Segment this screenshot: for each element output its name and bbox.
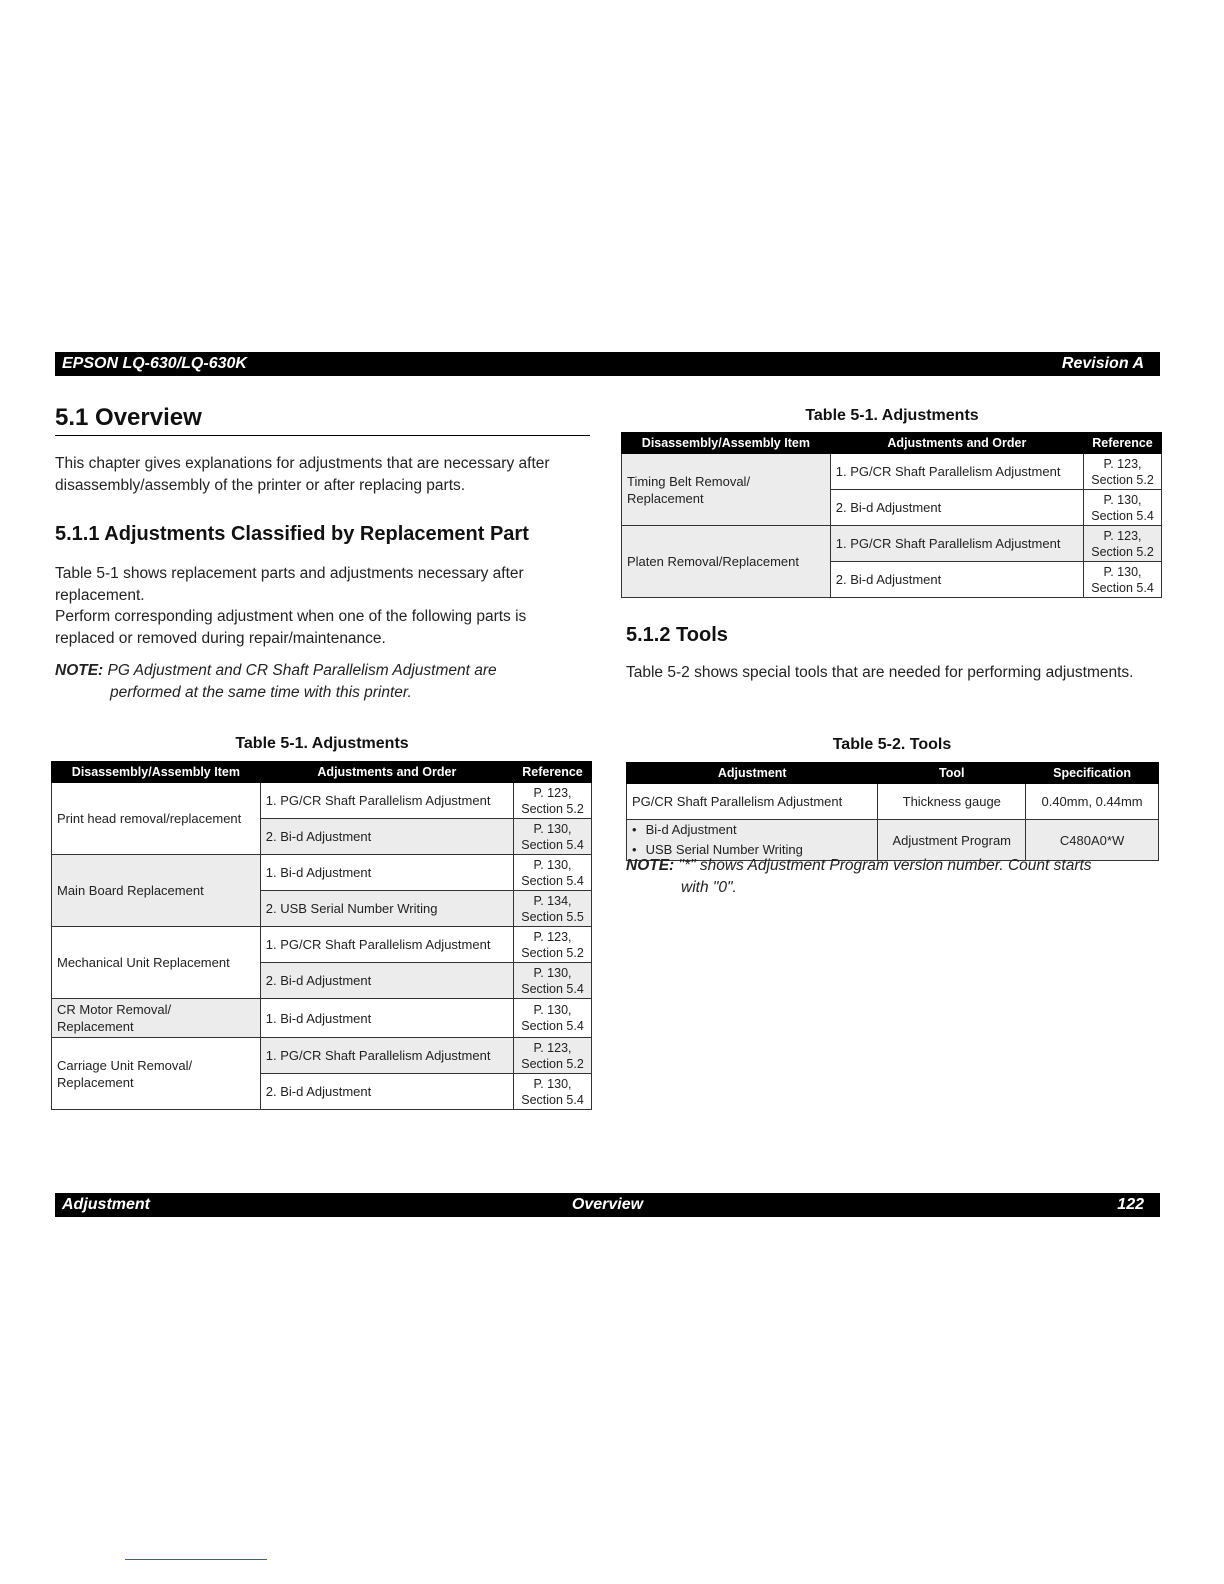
ref-page: P. 130, (1103, 564, 1142, 579)
reference-cell (514, 1038, 592, 1074)
table-row (52, 1038, 592, 1074)
ref-section: Section 5.4 (1091, 580, 1154, 595)
reference-cell (514, 927, 592, 963)
footer-section: Overview (571, 1196, 644, 1213)
ref-section: Section 5.4 (1091, 508, 1154, 523)
column-header: Reference (514, 762, 592, 783)
adjustment-cell: 1. PG/CR Shaft Parallelism Adjustment (260, 927, 513, 963)
page-footer (55, 1193, 1160, 1217)
reference-cell (514, 999, 592, 1038)
reference-cell (514, 891, 592, 927)
table-row (52, 855, 592, 891)
item-cell: Print head removal/replacement (52, 783, 261, 855)
ref-section: Section 5.4 (521, 1092, 584, 1107)
adjustment-cell: 1. PG/CR Shaft Parallelism Adjustment (260, 1038, 513, 1074)
reference-cell (514, 855, 592, 891)
link-underline (125, 1559, 267, 1560)
ref-page: P. 130, (533, 821, 572, 836)
spec-cell: C480A0*W (1026, 820, 1159, 861)
header-revision: Revision A (1061, 355, 1144, 372)
column-header: Disassembly/Assembly Item (622, 433, 831, 454)
item-cell (52, 999, 261, 1038)
left-column (55, 400, 590, 703)
ref-section: Section 5.2 (521, 945, 584, 960)
item-line-2: Replacement (57, 1019, 134, 1034)
reference-cell (514, 819, 592, 855)
section-title: 5.1 Overview (55, 400, 590, 436)
adjustment-cell: 1. PG/CR Shaft Parallelism Adjustment (260, 783, 513, 819)
tool-cell: Adjustment Program (878, 820, 1026, 861)
ref-section: Section 5.5 (521, 909, 584, 924)
item-line-1: CR Motor Removal/ (57, 1002, 172, 1017)
ref-section: Section 5.4 (521, 981, 584, 996)
adjustment-cell: 2. Bi-d Adjustment (260, 963, 513, 999)
adjustment-cell: 1. PG/CR Shaft Parallelism Adjustment (830, 526, 1083, 562)
note-line-1: PG Adjustment and CR Shaft Parallelism Adjustment are (107, 662, 497, 679)
ref-page: P. 130, (1103, 492, 1142, 507)
ref-page: P. 123, (533, 929, 572, 944)
ref-section: Section 5.4 (521, 837, 584, 852)
tools-note (626, 855, 1161, 898)
intro-paragraph: This chapter gives explanations for adjustments that are necessary after disassembly/assembly of the printer or after replacing parts. (55, 455, 550, 494)
note (55, 660, 590, 703)
ref-section: Section 5.2 (1091, 544, 1154, 559)
ref-section: Section 5.4 (521, 1019, 584, 1033)
adjustment-cell: 2. Bi-d Adjustment (830, 562, 1083, 598)
reference-cell (1084, 490, 1162, 526)
ref-section: Section 5.2 (1091, 472, 1154, 487)
subsection-paragraph-2: Perform corresponding adjustment when one of the following parts is replaced or removed during repair/maintenance. (55, 608, 527, 647)
item-line-2: Replacement (57, 1074, 134, 1090)
table-row (627, 784, 1159, 820)
note-line-2: performed at the same time with this printer. (110, 683, 412, 701)
note-label: NOTE: (626, 857, 675, 874)
column-header: Disassembly/Assembly Item (52, 762, 261, 783)
item-cell (622, 454, 831, 526)
item-cell (52, 1038, 261, 1110)
reference-cell (514, 963, 592, 999)
reference-cell (514, 1074, 592, 1110)
ref-page: P. 134, (533, 893, 572, 908)
ref-page: P. 123, (1103, 528, 1142, 543)
ref-section: Section 5.4 (521, 873, 584, 888)
tool-cell: Thickness gauge (878, 784, 1026, 820)
ref-page: P. 123, (533, 785, 572, 800)
note-label: NOTE: (55, 662, 104, 679)
item-cell: Platen Removal/Replacement (622, 526, 831, 598)
tools-paragraph: Table 5-2 shows special tools that are needed for performing adjustments. (626, 664, 1134, 681)
adjustment-cell: 2. Bi-d Adjustment (830, 490, 1083, 526)
column-header: Tool (878, 763, 1026, 784)
ref-page: P. 123, (1103, 456, 1142, 471)
note-line-2: with "0". (681, 878, 737, 896)
item-line-1: Timing Belt Removal/ (627, 473, 751, 489)
table-caption: Table 5-1. Adjustments (235, 735, 409, 752)
table-caption-continued: Table 5-1. Adjustments (805, 407, 979, 424)
subsection-title-5-1-2: 5.1.2 Tools (626, 624, 728, 646)
adjustment-cell: PG/CR Shaft Parallelism Adjustment (627, 784, 878, 820)
tools-section (626, 624, 1156, 684)
table-row (52, 783, 592, 819)
adjustment-cell: 1. Bi-d Adjustment (260, 999, 513, 1038)
tools-table (626, 762, 1159, 861)
column-header: Adjustments and Order (260, 762, 513, 783)
ref-page: P. 123, (533, 1040, 572, 1055)
reference-cell (514, 783, 592, 819)
reference-cell (1084, 526, 1162, 562)
adjustment-cell: 2. Bi-d Adjustment (260, 819, 513, 855)
note-line-1: "*" shows Adjustment Program version number. Count starts (678, 857, 1092, 874)
table-row (52, 999, 592, 1038)
ref-page: P. 130, (533, 965, 572, 980)
reference-cell (1084, 454, 1162, 490)
ref-section: Section 5.2 (521, 1056, 584, 1071)
spec-cell: 0.40mm, 0.44mm (1026, 784, 1159, 820)
list-item: • Bi-d Adjustment (632, 820, 872, 840)
subsection-title-5-1-1: 5.1.1 Adjustments Classified by Replacement Part (55, 523, 529, 545)
item-line-2: Replacement (627, 490, 704, 506)
ref-page: P. 130, (533, 1003, 572, 1017)
adjustments-table (51, 761, 592, 1110)
column-header: Adjustments and Order (830, 433, 1083, 454)
list-item: • USB Serial Number Writing (632, 840, 872, 860)
adjustment-cell: 2. USB Serial Number Writing (260, 891, 513, 927)
item-line-1: Carriage Unit Removal/ (57, 1057, 193, 1073)
ref-page: P. 130, (533, 857, 572, 872)
header-model: EPSON LQ-630/LQ-630K (62, 355, 247, 372)
tools-table-caption: Table 5-2. Tools (832, 736, 952, 753)
column-header: Adjustment (627, 763, 878, 784)
item-cell: Mechanical Unit Replacement (52, 927, 261, 999)
adjustment-cell: 1. Bi-d Adjustment (260, 855, 513, 891)
adjustment-cell: 1. PG/CR Shaft Parallelism Adjustment (830, 454, 1083, 490)
table-row (622, 454, 1162, 490)
item-cell: Main Board Replacement (52, 855, 261, 927)
reference-cell (1084, 562, 1162, 598)
adjustment-cell: 2. Bi-d Adjustment (260, 1074, 513, 1110)
table-row (622, 526, 1162, 562)
column-header: Reference (1084, 433, 1162, 454)
page-number: 122 (1117, 1196, 1144, 1213)
adjustments-table-continued (621, 432, 1162, 598)
page-header (55, 352, 1160, 376)
table-row (52, 927, 592, 963)
footer-chapter: Adjustment (62, 1196, 150, 1213)
ref-page: P. 130, (533, 1076, 572, 1091)
column-header: Specification (1026, 763, 1159, 784)
subsection-paragraph-1: Table 5-1 shows replacement parts and adjustments necessary after replacement. (55, 565, 524, 604)
ref-section: Section 5.2 (521, 801, 584, 816)
